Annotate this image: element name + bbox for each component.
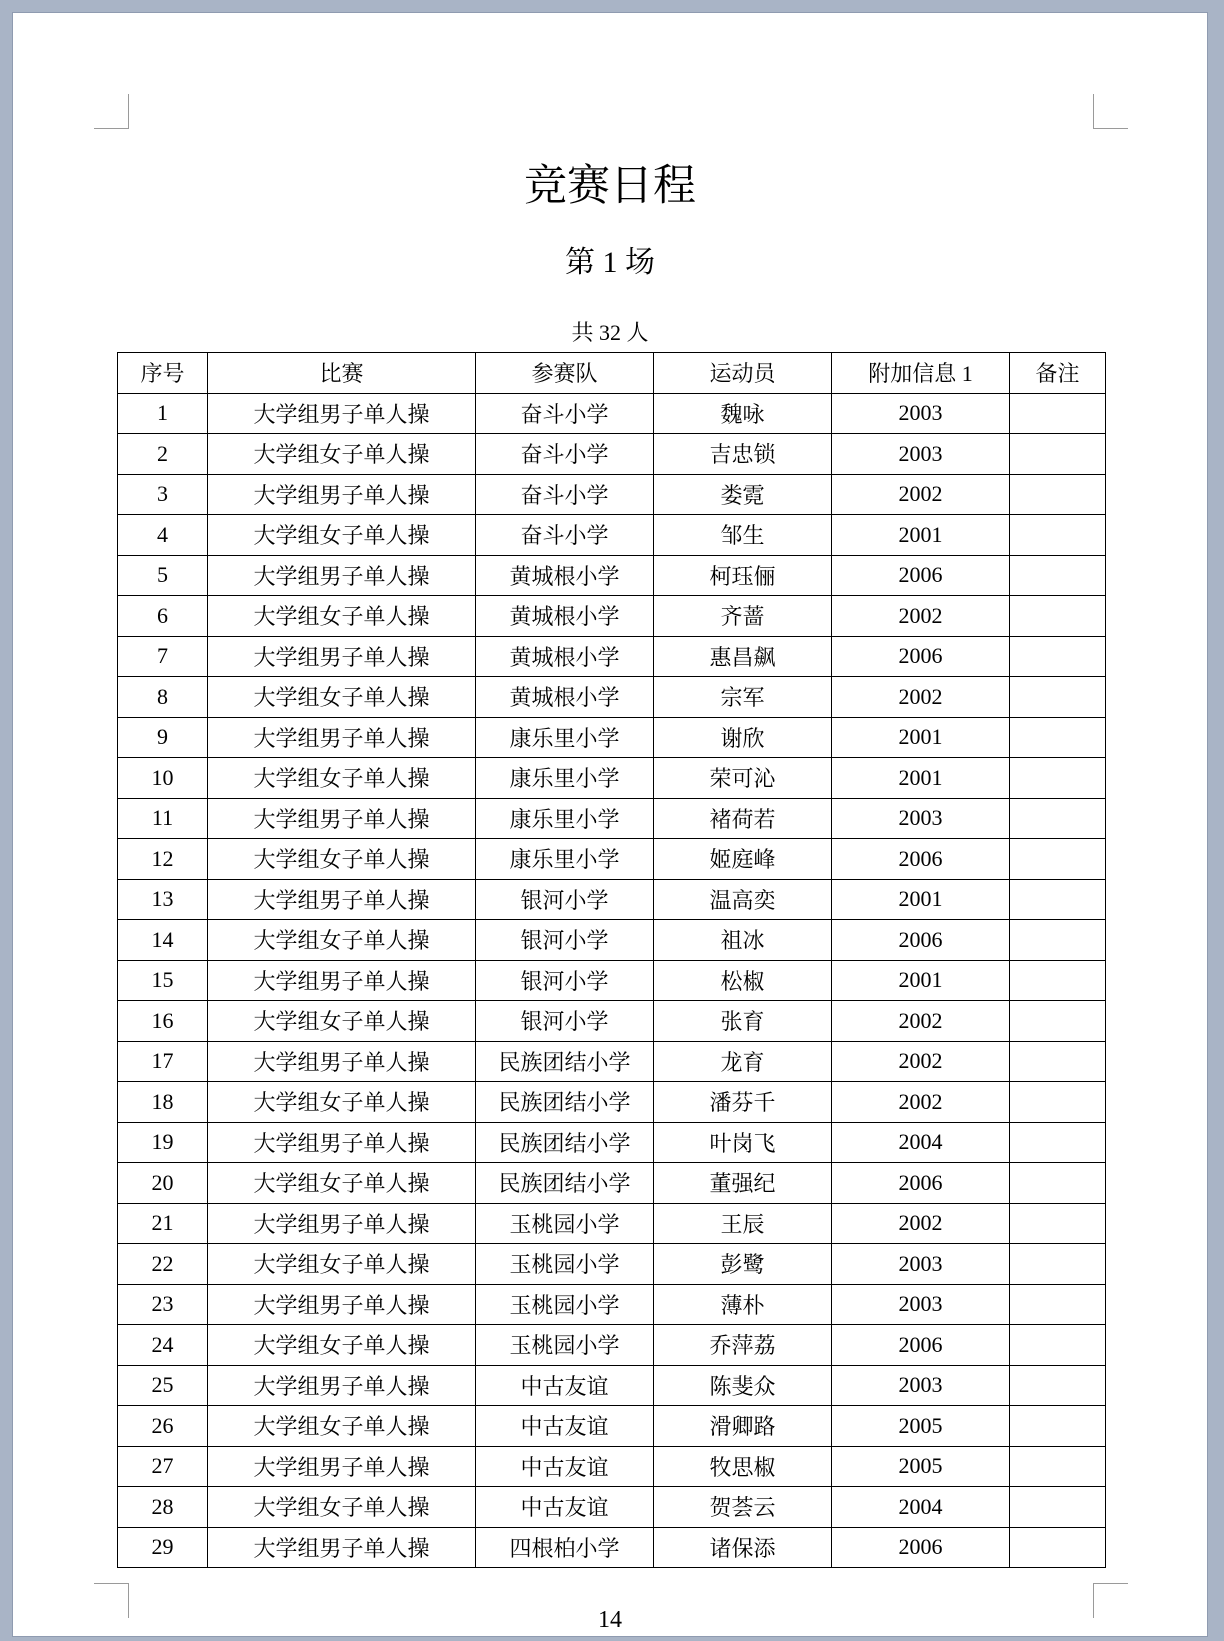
- cell-extra-info: 2005: [832, 1446, 1010, 1487]
- table-row: [118, 717, 1106, 758]
- cell-index: 18: [118, 1082, 208, 1123]
- cell-team: 民族团结小学: [476, 1163, 654, 1204]
- cell-team: 银河小学: [476, 960, 654, 1001]
- cell-team: 康乐里小学: [476, 839, 654, 880]
- header-event: 比赛: [208, 353, 476, 394]
- cell-remarks: [1010, 960, 1106, 1001]
- cell-remarks: [1010, 1446, 1106, 1487]
- participant-count: 共 32 人: [571, 320, 649, 345]
- cell-athlete: 牧思椒: [654, 1446, 832, 1487]
- cell-extra-info: 2002: [832, 1082, 1010, 1123]
- cell-remarks: [1010, 1365, 1106, 1406]
- cell-extra-info: 2003: [832, 434, 1010, 475]
- cell-team: 四根柏小学: [476, 1527, 654, 1568]
- cell-index: 8: [118, 677, 208, 718]
- cell-team: 银河小学: [476, 1001, 654, 1042]
- cell-extra-info: 2001: [832, 758, 1010, 799]
- cell-event: 大学组男子单人操: [208, 1041, 476, 1082]
- cell-index: 26: [118, 1406, 208, 1447]
- cell-team: 中古友谊: [476, 1365, 654, 1406]
- table-row: [118, 555, 1106, 596]
- cell-extra-info: 2004: [832, 1487, 1010, 1528]
- cell-athlete: 贺荟云: [654, 1487, 832, 1528]
- cell-extra-info: 2006: [832, 1325, 1010, 1366]
- cell-index: 6: [118, 596, 208, 637]
- cell-athlete: 董强纪: [654, 1163, 832, 1204]
- cell-athlete: 邹生: [654, 515, 832, 556]
- cell-remarks: [1010, 1082, 1106, 1123]
- cell-extra-info: 2004: [832, 1122, 1010, 1163]
- cell-team: 康乐里小学: [476, 717, 654, 758]
- cell-event: 大学组男子单人操: [208, 636, 476, 677]
- cell-remarks: [1010, 555, 1106, 596]
- header-team: 参赛队: [476, 353, 654, 394]
- cell-remarks: [1010, 434, 1106, 475]
- table-row: [118, 1446, 1106, 1487]
- cell-athlete: 柯珏俪: [654, 555, 832, 596]
- table-header-row: [118, 353, 1106, 394]
- cell-event: 大学组男子单人操: [208, 717, 476, 758]
- cell-extra-info: 2001: [832, 515, 1010, 556]
- cell-team: 奋斗小学: [476, 393, 654, 434]
- cell-event: 大学组女子单人操: [208, 1082, 476, 1123]
- margin-mark-top-right: [1093, 94, 1128, 129]
- cell-remarks: [1010, 1527, 1106, 1568]
- cell-event: 大学组男子单人操: [208, 1203, 476, 1244]
- cell-team: 奋斗小学: [476, 434, 654, 475]
- document-title: 竞赛日程: [524, 163, 696, 210]
- table-row: [118, 1487, 1106, 1528]
- table-row: [118, 434, 1106, 475]
- cell-event: 大学组女子单人操: [208, 1325, 476, 1366]
- cell-extra-info: 2006: [832, 1527, 1010, 1568]
- cell-event: 大学组男子单人操: [208, 1122, 476, 1163]
- cell-extra-info: 2006: [832, 839, 1010, 880]
- table-row: [118, 1284, 1106, 1325]
- cell-event: 大学组男子单人操: [208, 1446, 476, 1487]
- table-row: [118, 474, 1106, 515]
- cell-remarks: [1010, 515, 1106, 556]
- cell-index: 22: [118, 1244, 208, 1285]
- cell-index: 9: [118, 717, 208, 758]
- table-row: [118, 1122, 1106, 1163]
- table-row: [118, 636, 1106, 677]
- cell-remarks: [1010, 393, 1106, 434]
- cell-remarks: [1010, 636, 1106, 677]
- cell-extra-info: 2002: [832, 596, 1010, 637]
- cell-extra-info: 2002: [832, 474, 1010, 515]
- table-row: [118, 393, 1106, 434]
- header-athlete: 运动员: [654, 353, 832, 394]
- header-extra-info: 附加信息 1: [832, 353, 1010, 394]
- cell-team: 康乐里小学: [476, 798, 654, 839]
- cell-extra-info: 2003: [832, 1244, 1010, 1285]
- cell-remarks: [1010, 1122, 1106, 1163]
- table-row: [118, 960, 1106, 1001]
- cell-athlete: 王辰: [654, 1203, 832, 1244]
- cell-index: 29: [118, 1527, 208, 1568]
- cell-event: 大学组男子单人操: [208, 1365, 476, 1406]
- cell-athlete: 荣可沁: [654, 758, 832, 799]
- cell-team: 银河小学: [476, 920, 654, 961]
- cell-extra-info: 2002: [832, 677, 1010, 718]
- cell-extra-info: 2003: [832, 1284, 1010, 1325]
- cell-event: 大学组男子单人操: [208, 474, 476, 515]
- cell-remarks: [1010, 1284, 1106, 1325]
- cell-event: 大学组女子单人操: [208, 677, 476, 718]
- cell-remarks: [1010, 1041, 1106, 1082]
- cell-event: 大学组女子单人操: [208, 1487, 476, 1528]
- cell-extra-info: 2002: [832, 1041, 1010, 1082]
- cell-extra-info: 2006: [832, 636, 1010, 677]
- cell-athlete: 松椒: [654, 960, 832, 1001]
- cell-remarks: [1010, 1163, 1106, 1204]
- cell-team: 民族团结小学: [476, 1122, 654, 1163]
- cell-athlete: 陈斐众: [654, 1365, 832, 1406]
- cell-index: 10: [118, 758, 208, 799]
- cell-event: 大学组男子单人操: [208, 555, 476, 596]
- cell-event: 大学组女子单人操: [208, 515, 476, 556]
- cell-team: 民族团结小学: [476, 1041, 654, 1082]
- table-body: [118, 393, 1106, 1568]
- cell-team: 黄城根小学: [476, 596, 654, 637]
- cell-index: 23: [118, 1284, 208, 1325]
- cell-event: 大学组女子单人操: [208, 758, 476, 799]
- cell-extra-info: 2006: [832, 1163, 1010, 1204]
- table-row: [118, 515, 1106, 556]
- cell-event: 大学组男子单人操: [208, 879, 476, 920]
- cell-team: 奋斗小学: [476, 474, 654, 515]
- cell-index: 3: [118, 474, 208, 515]
- cell-athlete: 乔萍荔: [654, 1325, 832, 1366]
- cell-athlete: 诸保添: [654, 1527, 832, 1568]
- cell-team: 康乐里小学: [476, 758, 654, 799]
- cell-extra-info: 2002: [832, 1203, 1010, 1244]
- cell-event: 大学组男子单人操: [208, 393, 476, 434]
- cell-athlete: 娄霓: [654, 474, 832, 515]
- table-row: [118, 1203, 1106, 1244]
- cell-event: 大学组女子单人操: [208, 1406, 476, 1447]
- cell-event: 大学组男子单人操: [208, 798, 476, 839]
- table-row: [118, 879, 1106, 920]
- cell-event: 大学组女子单人操: [208, 596, 476, 637]
- cell-athlete: 薄朴: [654, 1284, 832, 1325]
- cell-index: 14: [118, 920, 208, 961]
- cell-index: 28: [118, 1487, 208, 1528]
- table-row: [118, 1041, 1106, 1082]
- cell-index: 12: [118, 839, 208, 880]
- cell-extra-info: 2003: [832, 393, 1010, 434]
- cell-index: 2: [118, 434, 208, 475]
- cell-event: 大学组女子单人操: [208, 1244, 476, 1285]
- cell-index: 7: [118, 636, 208, 677]
- cell-athlete: 褚荷若: [654, 798, 832, 839]
- cell-remarks: [1010, 1325, 1106, 1366]
- table-row: [118, 1365, 1106, 1406]
- cell-index: 20: [118, 1163, 208, 1204]
- table-row: [118, 596, 1106, 637]
- cell-team: 中古友谊: [476, 1446, 654, 1487]
- document-page: [12, 12, 1208, 1637]
- cell-extra-info: 2006: [832, 555, 1010, 596]
- cell-remarks: [1010, 839, 1106, 880]
- cell-athlete: 齐蔷: [654, 596, 832, 637]
- table-row: [118, 1163, 1106, 1204]
- cell-remarks: [1010, 1203, 1106, 1244]
- cell-remarks: [1010, 758, 1106, 799]
- cell-remarks: [1010, 798, 1106, 839]
- cell-team: 中古友谊: [476, 1406, 654, 1447]
- cell-extra-info: 2006: [832, 920, 1010, 961]
- cell-remarks: [1010, 474, 1106, 515]
- cell-athlete: 谢欣: [654, 717, 832, 758]
- cell-athlete: 滑卿路: [654, 1406, 832, 1447]
- cell-index: 17: [118, 1041, 208, 1082]
- cell-remarks: [1010, 717, 1106, 758]
- cell-remarks: [1010, 1001, 1106, 1042]
- cell-event: 大学组女子单人操: [208, 1001, 476, 1042]
- cell-index: 19: [118, 1122, 208, 1163]
- header-index: 序号: [118, 353, 208, 394]
- cell-athlete: 魏咏: [654, 393, 832, 434]
- cell-athlete: 惠昌飙: [654, 636, 832, 677]
- cell-athlete: 温高奕: [654, 879, 832, 920]
- table-row: [118, 1001, 1106, 1042]
- cell-index: 24: [118, 1325, 208, 1366]
- cell-athlete: 祖冰: [654, 920, 832, 961]
- table-row: [118, 1244, 1106, 1285]
- margin-mark-top-left: [94, 94, 129, 129]
- cell-remarks: [1010, 879, 1106, 920]
- table-row: [118, 677, 1106, 718]
- cell-extra-info: 2001: [832, 960, 1010, 1001]
- cell-athlete: 叶岗飞: [654, 1122, 832, 1163]
- cell-team: 银河小学: [476, 879, 654, 920]
- cell-athlete: 姬庭峰: [654, 839, 832, 880]
- cell-index: 5: [118, 555, 208, 596]
- cell-index: 27: [118, 1446, 208, 1487]
- cell-team: 中古友谊: [476, 1487, 654, 1528]
- cell-athlete: 宗军: [654, 677, 832, 718]
- cell-team: 黄城根小学: [476, 636, 654, 677]
- cell-team: 黄城根小学: [476, 677, 654, 718]
- cell-team: 黄城根小学: [476, 555, 654, 596]
- cell-remarks: [1010, 677, 1106, 718]
- cell-index: 21: [118, 1203, 208, 1244]
- table-row: [118, 839, 1106, 880]
- cell-remarks: [1010, 920, 1106, 961]
- cell-team: 玉桃园小学: [476, 1284, 654, 1325]
- cell-event: 大学组女子单人操: [208, 434, 476, 475]
- cell-team: 民族团结小学: [476, 1082, 654, 1123]
- table-row: [118, 1406, 1106, 1447]
- cell-extra-info: 2001: [832, 879, 1010, 920]
- cell-remarks: [1010, 1406, 1106, 1447]
- cell-extra-info: 2002: [832, 1001, 1010, 1042]
- cell-event: 大学组男子单人操: [208, 1284, 476, 1325]
- cell-athlete: 彭鹭: [654, 1244, 832, 1285]
- cell-index: 16: [118, 1001, 208, 1042]
- cell-athlete: 潘芬千: [654, 1082, 832, 1123]
- header-remarks: 备注: [1010, 353, 1106, 394]
- cell-event: 大学组女子单人操: [208, 920, 476, 961]
- cell-team: 玉桃园小学: [476, 1203, 654, 1244]
- cell-athlete: 龙育: [654, 1041, 832, 1082]
- table-row: [118, 758, 1106, 799]
- cell-team: 玉桃园小学: [476, 1244, 654, 1285]
- cell-index: 25: [118, 1365, 208, 1406]
- page-number: 14: [598, 1607, 622, 1633]
- cell-athlete: 吉忠锁: [654, 434, 832, 475]
- table-row: [118, 1527, 1106, 1568]
- cell-extra-info: 2003: [832, 798, 1010, 839]
- table-row: [118, 1082, 1106, 1123]
- table-row: [118, 920, 1106, 961]
- cell-extra-info: 2005: [832, 1406, 1010, 1447]
- cell-athlete: 张育: [654, 1001, 832, 1042]
- session-subtitle: 第 1 场: [565, 246, 655, 279]
- cell-extra-info: 2001: [832, 717, 1010, 758]
- cell-index: 11: [118, 798, 208, 839]
- cell-remarks: [1010, 1244, 1106, 1285]
- cell-index: 1: [118, 393, 208, 434]
- cell-team: 玉桃园小学: [476, 1325, 654, 1366]
- cell-index: 4: [118, 515, 208, 556]
- cell-team: 奋斗小学: [476, 515, 654, 556]
- cell-index: 15: [118, 960, 208, 1001]
- cell-index: 13: [118, 879, 208, 920]
- cell-event: 大学组男子单人操: [208, 960, 476, 1001]
- schedule-table: [117, 352, 1106, 1568]
- cell-event: 大学组女子单人操: [208, 839, 476, 880]
- cell-extra-info: 2003: [832, 1365, 1010, 1406]
- cell-remarks: [1010, 1487, 1106, 1528]
- cell-event: 大学组女子单人操: [208, 1163, 476, 1204]
- table-row: [118, 1325, 1106, 1366]
- table-row: [118, 798, 1106, 839]
- cell-remarks: [1010, 596, 1106, 637]
- cell-event: 大学组男子单人操: [208, 1527, 476, 1568]
